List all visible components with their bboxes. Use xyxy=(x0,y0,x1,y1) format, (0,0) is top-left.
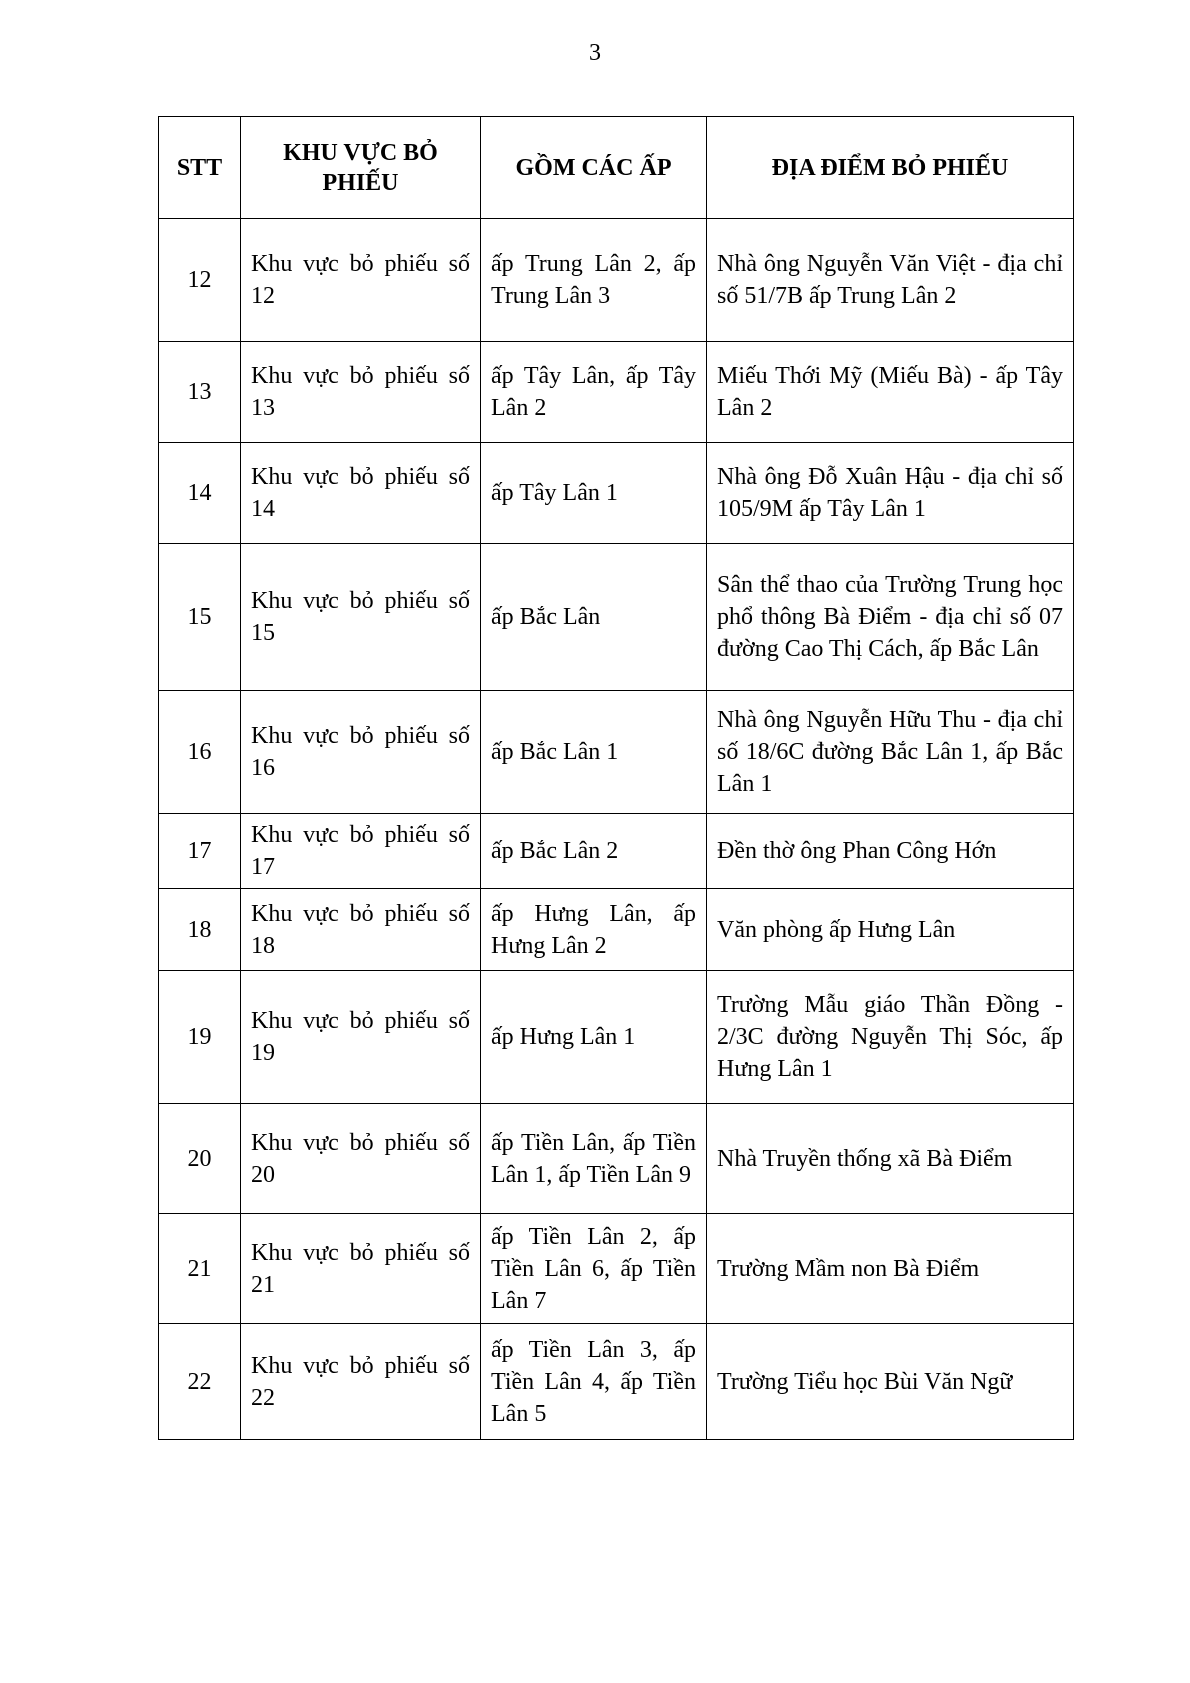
table-row xyxy=(159,1324,1074,1440)
row-area: Khu vực bỏ phiếu số 12 xyxy=(241,219,481,342)
row-location: Trường Mầm non Bà Điểm xyxy=(707,1214,1074,1324)
row-stt: 14 xyxy=(159,443,241,544)
row-area: Khu vực bỏ phiếu số 14 xyxy=(241,443,481,544)
row-hamlets: ấp Tây Lân 1 xyxy=(481,443,707,544)
row-area: Khu vực bỏ phiếu số 20 xyxy=(241,1104,481,1214)
row-stt: 20 xyxy=(159,1104,241,1214)
row-location: Nhà ông Nguyễn Văn Việt - địa chỉ số 51/7B ấp Trung Lân 2 xyxy=(707,219,1074,342)
row-hamlets: ấp Hưng Lân 1 xyxy=(481,971,707,1104)
row-location: Sân thể thao của Trường Trung học phổ thông Bà Điểm - địa chỉ số 07 đường Cao Thị Cách, ấp Bắc Lân xyxy=(707,544,1074,691)
row-area: Khu vực bỏ phiếu số 18 xyxy=(241,889,481,971)
table-row xyxy=(159,1214,1074,1324)
row-stt: 21 xyxy=(159,1214,241,1324)
header-stt: STT xyxy=(159,117,241,219)
row-area: Khu vực bỏ phiếu số 16 xyxy=(241,691,481,814)
row-location: Văn phòng ấp Hưng Lân xyxy=(707,889,1074,971)
row-area: Khu vực bỏ phiếu số 15 xyxy=(241,544,481,691)
row-location: Trường Mẫu giáo Thần Đồng - 2/3C đường Nguyễn Thị Sóc, ấp Hưng Lân 1 xyxy=(707,971,1074,1104)
table-row xyxy=(159,342,1074,443)
row-area: Khu vực bỏ phiếu số 17 xyxy=(241,814,481,889)
row-hamlets: ấp Trung Lân 2, ấp Trung Lân 3 xyxy=(481,219,707,342)
table-row xyxy=(159,971,1074,1104)
row-stt: 12 xyxy=(159,219,241,342)
row-area: Khu vực bỏ phiếu số 22 xyxy=(241,1324,481,1440)
table-row xyxy=(159,691,1074,814)
table-row xyxy=(159,1104,1074,1214)
row-hamlets: ấp Tiền Lân, ấp Tiền Lân 1, ấp Tiền Lân 9 xyxy=(481,1104,707,1214)
header-area: KHU VỰC BỎ PHIẾU xyxy=(241,117,481,219)
table-header-row xyxy=(159,117,1074,219)
row-location: Đền thờ ông Phan Công Hớn xyxy=(707,814,1074,889)
table-row xyxy=(159,443,1074,544)
row-area: Khu vực bỏ phiếu số 19 xyxy=(241,971,481,1104)
row-location: Miếu Thới Mỹ (Miếu Bà) - ấp Tây Lân 2 xyxy=(707,342,1074,443)
row-hamlets: ấp Bắc Lân 1 xyxy=(481,691,707,814)
polling-stations-table xyxy=(158,116,1074,1440)
header-hamlets: GỒM CÁC ẤP xyxy=(481,117,707,219)
header-location: ĐỊA ĐIỂM BỎ PHIẾU xyxy=(707,117,1074,219)
row-location: Nhà ông Nguyễn Hữu Thu - địa chỉ số 18/6C đường Bắc Lân 1, ấp Bắc Lân 1 xyxy=(707,691,1074,814)
row-hamlets: ấp Tiền Lân 2, ấp Tiền Lân 6, ấp Tiền Lân 7 xyxy=(481,1214,707,1324)
row-hamlets: ấp Tiền Lân 3, ấp Tiền Lân 4, ấp Tiền Lân 5 xyxy=(481,1324,707,1440)
row-location: Nhà ông Đỗ Xuân Hậu - địa chỉ số 105/9M ấp Tây Lân 1 xyxy=(707,443,1074,544)
row-stt: 22 xyxy=(159,1324,241,1440)
row-area: Khu vực bỏ phiếu số 13 xyxy=(241,342,481,443)
row-stt: 17 xyxy=(159,814,241,889)
row-stt: 18 xyxy=(159,889,241,971)
row-hamlets: ấp Tây Lân, ấp Tây Lân 2 xyxy=(481,342,707,443)
row-hamlets: ấp Bắc Lân 2 xyxy=(481,814,707,889)
row-location: Nhà Truyền thống xã Bà Điểm xyxy=(707,1104,1074,1214)
row-stt: 16 xyxy=(159,691,241,814)
table-row xyxy=(159,544,1074,691)
row-hamlets: ấp Hưng Lân, ấp Hưng Lân 2 xyxy=(481,889,707,971)
row-area: Khu vực bỏ phiếu số 21 xyxy=(241,1214,481,1324)
row-stt: 13 xyxy=(159,342,241,443)
row-hamlets: ấp Bắc Lân xyxy=(481,544,707,691)
table-row xyxy=(159,814,1074,889)
table-row xyxy=(159,889,1074,971)
page-number: 3 xyxy=(589,40,601,66)
row-location: Trường Tiểu học Bùi Văn Ngữ xyxy=(707,1324,1074,1440)
table-row xyxy=(159,219,1074,342)
row-stt: 19 xyxy=(159,971,241,1104)
row-stt: 15 xyxy=(159,544,241,691)
